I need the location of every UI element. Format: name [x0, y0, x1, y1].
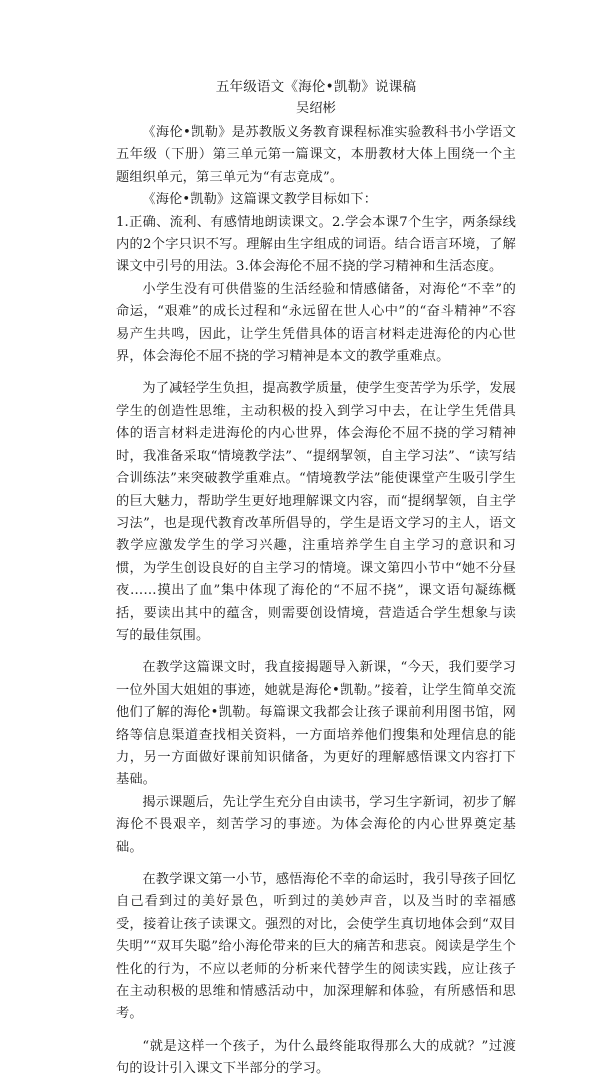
paragraph-difficulty: 小学生没有可供借鉴的生活经验和情感储备，对海伦“不幸”的命运，“艰难”的成长过程和“永远留在世人心中”的“奋斗精神”不容易产生共鸣，因此，让学生凭借具体的语言材料走进海伦的内心世界，体会海伦不屈不挠的学习精神是本文的教学重难点。: [116, 281, 516, 365]
paragraph-methods: 为了减轻学生负担，提高教学质量，使学生变苦学为乐学，发展学生的创造性思维，主动积极的投入到学习中去，在让学生凭借具体的语言材料走进海伦的内心世界，体会海伦不屈不挠的学习精神时，我准备采取“情境教学法”、“提纲挈领，自主学习法”、“读写结合训练法”来突破教学重难点。“情境教学法”能使课堂产生吸引学生的巨大魅力，帮助学生更好地理解课文内容，而“提纲挈领，自主学习法”，也是现代教育改革所倡导的，学生是语文学习的主人，语文教学应激发学生的学习兴趣，注重培养学生自主学习的意识和习惯，为学生创设良好的自主学习的情境。课文第四小节中“她不分昼夜……摸出了血”集中体现了海伦的“不屈不挠”，课文语句凝练概括，要读出其中的蕴含，则需要创设情境，营造适合学生想象与读写的最佳氛围。: [116, 381, 516, 643]
paragraph-goals-list: 1.正确、流利、有感情地朗读课文。2.学会本课7个生字，两条绿线内的2个字只识不写。理解由生字组成的词语。结合语言环境，了解课文中引号的用法。3.体会海伦不屈不挠的学习精神和生活态度。: [116, 214, 516, 275]
document-author: 吴绍彬: [295, 101, 336, 116]
paragraph-transition: “就是这样一个孩子，为什么最终能取得那么大的成就？”过渡句的设计引入课文下半部分的学习。: [116, 1038, 516, 1077]
paragraph-first-section: 在教学课文第一小节，感悟海伦不幸的命运时，我引导孩子回忆自己看到过的美好景色，听到过的美妙声音，以及当时的幸福感受，接着让孩子读课文。强烈的对比，会使学生真切地体会到“双目失明”“双耳失聪”给小海伦带来的巨大的痛苦和悲哀。阅读是学生个性化的行为，不应以老师的分析来代替学生的阅读实践，应让孩子在主动积极的思维和情感活动中，加深理解和体验，有所感悟和思考。: [116, 872, 516, 1022]
paragraph-introduction-lesson: 在教学这篇课文时，我直接揭题导入新课，“今天，我们要学习一位外国大姐姐的事迹，她就是海伦•凯勒。”接着，让学生简单交流他们了解的海伦•凯勒。每篇课文我都会让孩子课前利用图书馆，网络等信息渠道查找相关资料，一方面培养他们搜集和处理信息的能力，另一方面做好课前知识储备，为更好的理解感悟课文内容打下基础。: [116, 660, 516, 788]
paragraph-reading: 揭示课题后，先让学生充分自由读书，学习生字新词，初步了解海伦不畏艰辛，刻苦学习的事迹。为体会海伦的内心世界奠定基础。: [116, 794, 516, 855]
paragraph-intro: 《海伦•凯勒》是苏教版义务教育课程标准实验教科书小学语文五年级（下册）第三单元第一篇课文，本册教材大体上围绕一个主题组织单元，第三单元为“有志竟成”。: [116, 125, 516, 185]
document-title: 五年级语文《海伦•凯勒》说课稿: [215, 79, 417, 95]
paragraph-goals-heading: 《海伦•凯勒》这篇课文教学目标如下：: [142, 192, 378, 208]
